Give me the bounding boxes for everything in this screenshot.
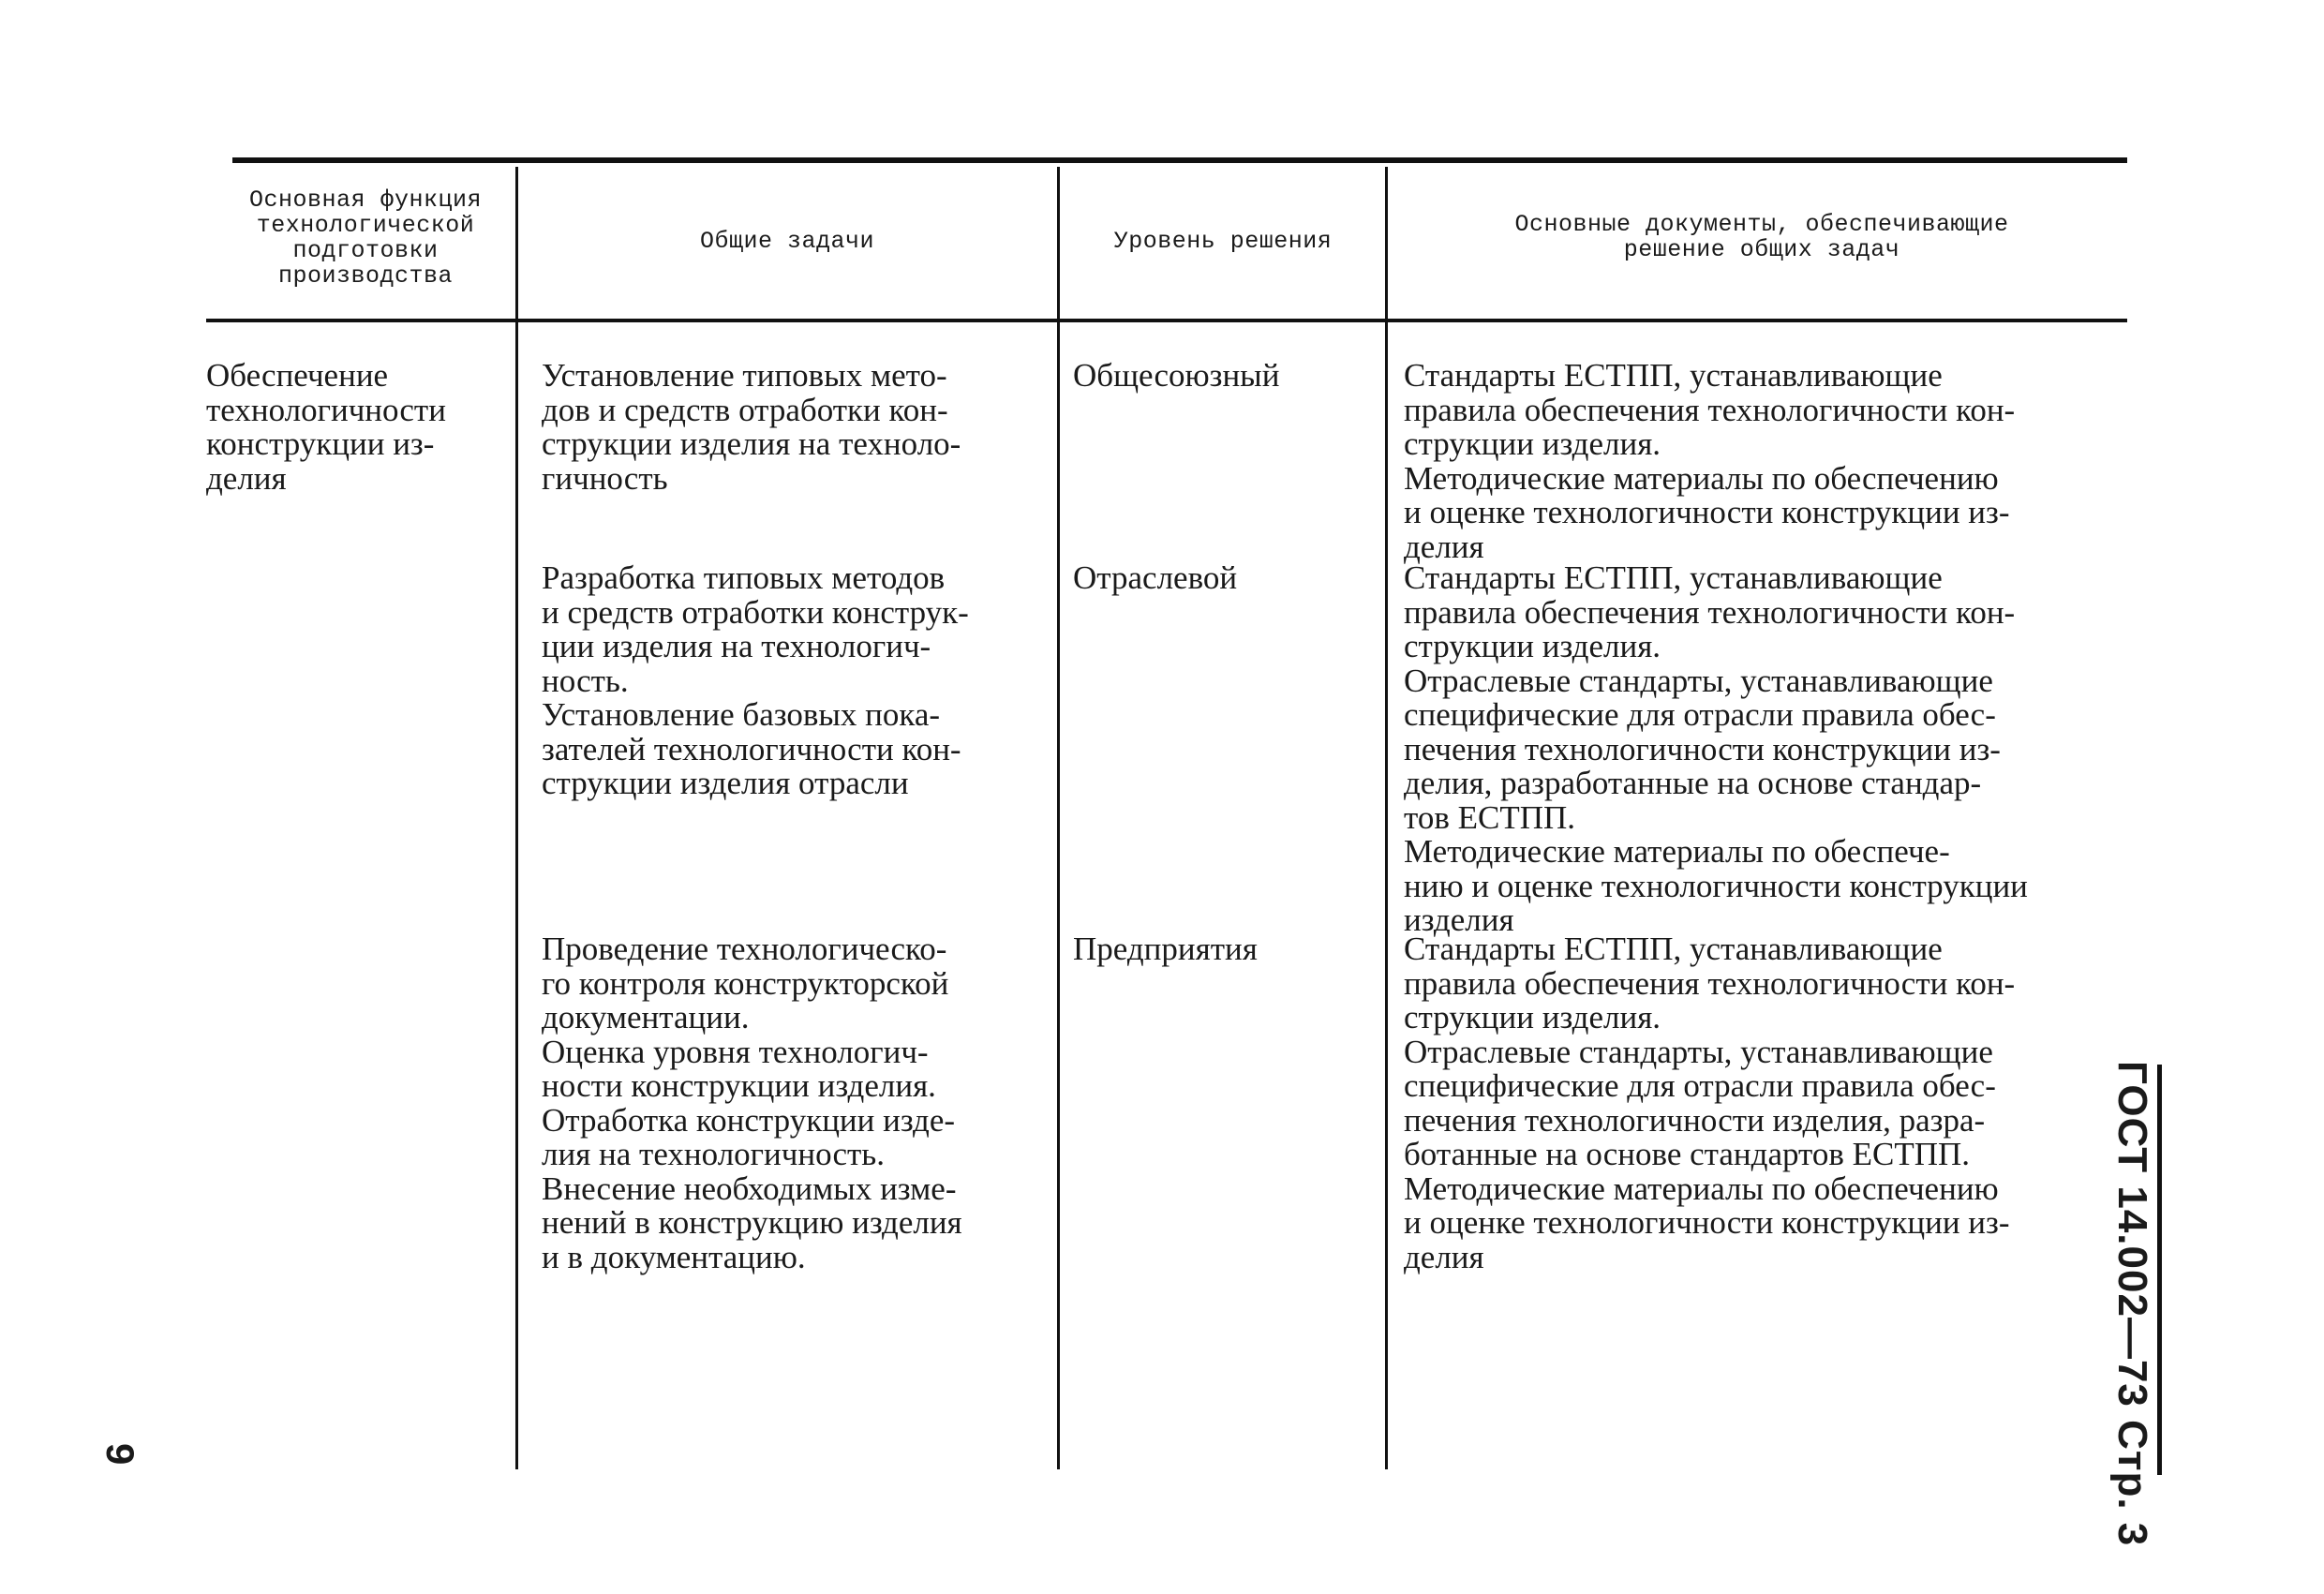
column-divider-1 [515, 167, 518, 1469]
standard-page-title: ГОСТ 14.002—73 Стр. 3 [2109, 1061, 2155, 1547]
page-number: 9 [98, 1443, 142, 1466]
header-function: Основная функция технологической подготовки производства [248, 186, 483, 290]
row-1-documents: Стандарты ЕСТПП, устанавливающие правила обеспечения технологичности кон- струкции изделия. Методические материалы по обеспечению и оценке технологичности конструкции из- делия [1404, 357, 2016, 565]
row-2-tasks: Разработка типовых методов и средств отработки конструк- ции изделия на технологич- ность. Установление базовых пока- зателей технологичности кон- струкции изделия отрасли [542, 559, 969, 801]
row-2-level: Отраслевой [1073, 559, 1238, 596]
row-2-documents: Стандарты ЕСТПП, устанавливающие правила обеспечения технологичности кон- струкции изделия. Отраслевые стандарты, устанавливающие специфические для отрасли правила обес- печения технологичности конструкции из- делия, разработанные на основе стандар- тов ЕСТПП. Методические материалы по обеспече- нию и оценке технологичности конструкции изделия [1404, 559, 2028, 938]
row-3-level: Предприятия [1073, 931, 1258, 967]
header-level: Уровень решения [1113, 228, 1333, 255]
side-title-rule [2157, 1065, 2162, 1475]
header-documents: Основные документы, обеспечивающие решение общих задач [1514, 211, 2009, 263]
row-1-tasks: Установление типовых мето- дов и средств отработки кон- струкции изделия на техноло- гичность [542, 357, 961, 497]
column-divider-3 [1385, 167, 1388, 1469]
table-top-rule [232, 157, 2127, 163]
function-cell: Обеспечение технологичности конструкции из- делия [206, 357, 446, 497]
row-3-tasks: Проведение технологическо- го контроля конструкторской документации. Оценка уровня технологич- ности конструкции изделия. Отработка конструкции изде- лия на технологичность. Внесение необходимых изме- нений в конструкцию изделия и в документацию. [542, 931, 962, 1275]
column-divider-2 [1057, 167, 1060, 1469]
row-3-documents: Стандарты ЕСТПП, устанавливающие правила обеспечения технологичности кон- струкции изделия. Отраслевые стандарты, устанавливающие специфические для отрасли правила обес- печения технологичности изделия, разра- ботанные на основе стандартов ЕСТПП. Методические материалы по обеспечению и оценке технологичности конструкции из- делия [1404, 931, 2016, 1275]
row-1-level: Общесоюзный [1073, 357, 1280, 394]
table-header-rule [206, 319, 2127, 322]
header-tasks: Общие задачи [699, 228, 875, 255]
